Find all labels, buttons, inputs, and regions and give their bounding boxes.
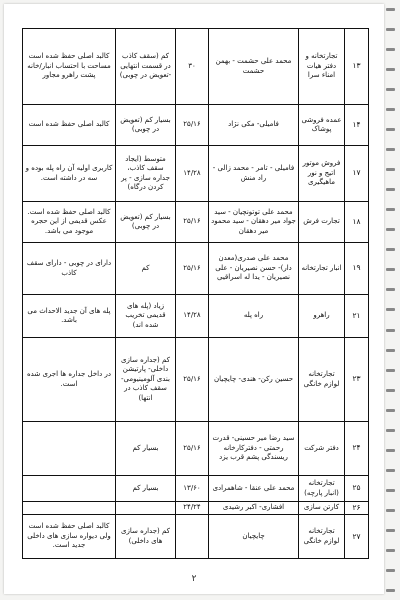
notes: کاربری اولیه آن راه پله بوده و سه در داشته است. [23, 146, 116, 202]
changes-level: کم (جداره سازی داخلی- پارتیشن بندی آلومینیومی- سقف کاذب در انتها) [116, 338, 176, 422]
row-number: ۲۷ [345, 515, 369, 559]
page-number: ۲ [191, 574, 197, 584]
notes: کالبد اصلی حفظ شده است. عکس قدیمی از این حجره موجود می باشد. [23, 202, 116, 243]
area-value: ۱۴/۲۸ [176, 146, 209, 202]
table-row [23, 502, 369, 515]
area-value: ۲۵/۱۶ [176, 422, 209, 476]
document-page [4, 4, 384, 594]
notes: در داخل جداره ها اجری شده است. [23, 338, 116, 422]
area-value: ۲۵/۱۶ [176, 202, 209, 243]
changes-level: بسیار کم [116, 422, 176, 476]
row-number: ۱۴ [345, 105, 369, 146]
owner-names: محمد علی عنقا - شاهمرادی [209, 476, 299, 502]
area-value: ۲۴/۲۴ [176, 502, 209, 515]
notes: کالبد اصلی حفظ شده است مساحت با احتساب انبار/خانه پشت راهرو مجاور [23, 29, 116, 105]
owner-names: سید رضا میر حسینی- قدرت رحمتی - دفترکارخانه ریسندگی پشم قرب یزد [209, 422, 299, 476]
notes: دارای در چوبی - دارای سقف کاذب [23, 243, 116, 295]
changes-level: متوسط (ایجاد سقف کاذب، جداره سازی - پر کردن درگاه) [116, 146, 176, 202]
changes-level: بسیار کم [116, 476, 176, 502]
owner-names: فامیلی - تامر - محمد زالی - راد منش [209, 146, 299, 202]
area-value: ۱۳/۶۰ [176, 476, 209, 502]
shop-use: تجارتخانه (انبار پارچه) [299, 476, 345, 502]
area-value: ۱۴/۲۸ [176, 295, 209, 338]
table-row [23, 338, 369, 422]
shop-use: راهرو [299, 295, 345, 338]
row-number: ۱۷ [345, 146, 369, 202]
table-row [23, 243, 369, 295]
notes [23, 502, 116, 515]
owner-names: محمد علی حشمت - بهمن حشمت [209, 29, 299, 105]
owner-names: محمد علی صدری(معدن دار)- حسن نصیریان - علی نصیریان - یدا له اسراقیی [209, 243, 299, 295]
owner-names: چایچیان [209, 515, 299, 559]
row-number: ۱۸ [345, 202, 369, 243]
owner-names: حسین رکن- هندی- چایچیان [209, 338, 299, 422]
changes-level [116, 502, 176, 515]
notes [23, 422, 116, 476]
row-number: ۱۳ [345, 29, 369, 105]
owner-names: فامیلی- مکی نژاد [209, 105, 299, 146]
changes-level: بسیار کم (تعویض در چوبی) [116, 202, 176, 243]
area-value: ۲۵/۱۶ [176, 338, 209, 422]
table-row [23, 422, 369, 476]
shop-use: تجارتخانه لوازم خانگی [299, 338, 345, 422]
table-row [23, 29, 369, 105]
row-number: ۲۵ [345, 476, 369, 502]
row-number: ۲۳ [345, 338, 369, 422]
changes-level: کم (جداره سازی های داخلی) [116, 515, 176, 559]
row-number: ۲۶ [345, 502, 369, 515]
shop-use: دفتر شرکت [299, 422, 345, 476]
shop-use: انبار تجارتخانه [299, 243, 345, 295]
shop-use: تجارت فرش [299, 202, 345, 243]
shop-use: کارتن سازی [299, 502, 345, 515]
area-value: ۲۵/۱۶ [176, 105, 209, 146]
table-row [23, 105, 369, 146]
table-row [23, 202, 369, 243]
notes [23, 476, 116, 502]
notes: کالبد اصلی حفظ شده است ولی دیواره سازی های داخلی جدید است. [23, 515, 116, 559]
changes-level: کم [116, 243, 176, 295]
shop-use: تجارتخانه و دفتر هیات امناء سرا [299, 29, 345, 105]
shop-use: فروش موتور اتیج و نور ماهیگیری [299, 146, 345, 202]
shop-use: تجارتخانه لوازم خانگی [299, 515, 345, 559]
table-row [23, 146, 369, 202]
owner-names: افشاری- اکبر رشیدی [209, 502, 299, 515]
row-number: ۲۴ [345, 422, 369, 476]
binder-holes [386, 8, 398, 592]
area-value: ۳۰ [176, 29, 209, 105]
area-value: ۲۵/۱۶ [176, 243, 209, 295]
table-row [23, 295, 369, 338]
changes-level: بسیار کم (تعویض در چوبی) [116, 105, 176, 146]
notes: پله های آن جدید الاحداث می باشد. [23, 295, 116, 338]
area-value [176, 515, 209, 559]
shop-use: عمده فروشی پوشاک [299, 105, 345, 146]
owner-names: راه پله [209, 295, 299, 338]
shops-table [22, 28, 369, 559]
changes-level: زیاد (پله های قدیمی تخریب شده اند) [116, 295, 176, 338]
row-number: ۱۹ [345, 243, 369, 295]
table-row [23, 515, 369, 559]
owner-names: محمد علی توتونچیان - سید جواد میر دهقان - سید محمود میر دهقان [209, 202, 299, 243]
row-number: ۲۱ [345, 295, 369, 338]
table-row [23, 476, 369, 502]
notes: کالبد اصلی حفظ شده است [23, 105, 116, 146]
changes-level: کم (سقف کاذب در قسمت انتهایی -تعویض در چوبی) [116, 29, 176, 105]
